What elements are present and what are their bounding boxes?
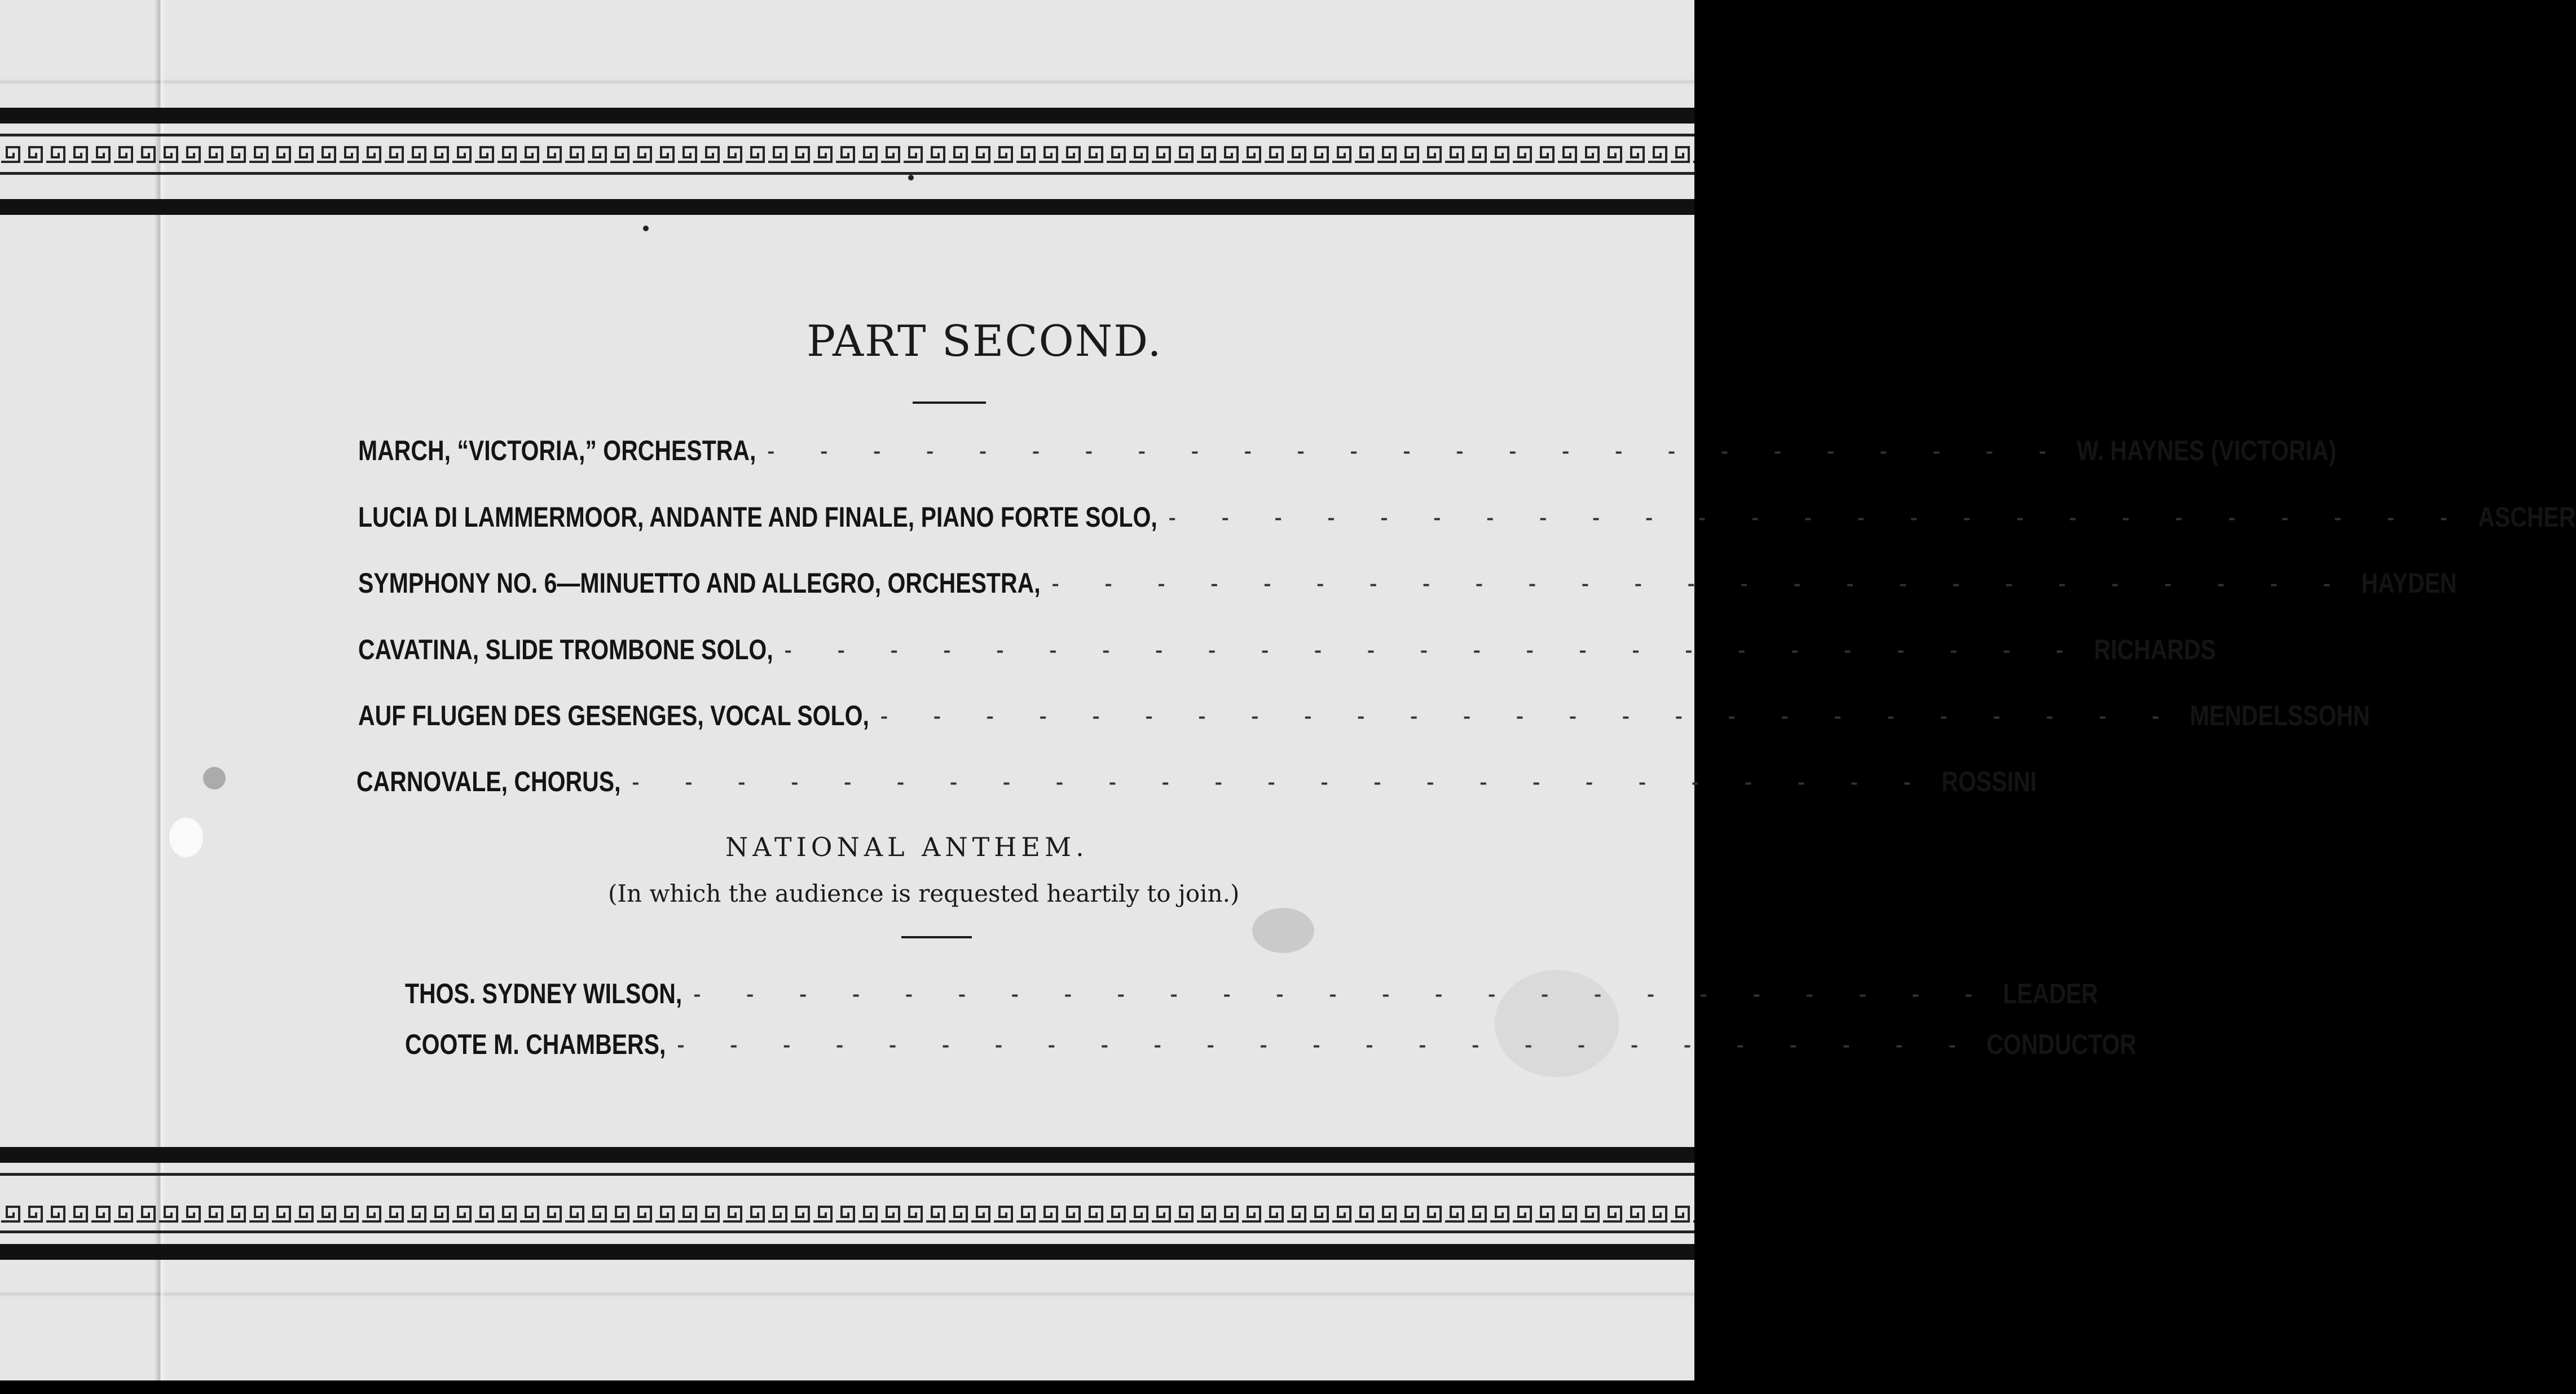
piece-title: CARNOVALE, CHORUS, xyxy=(356,766,621,797)
performer-name: COOTE M. CHAMBERS, xyxy=(405,1029,666,1060)
water-stain xyxy=(1495,970,1619,1077)
water-stain xyxy=(1252,908,1314,953)
programme-item xyxy=(356,765,2037,798)
programme-item xyxy=(358,633,2216,666)
composer-name: MENDELSSOHN xyxy=(2190,700,2370,731)
programme-item xyxy=(358,434,2337,467)
leader-dots: - - - - - - - - - - - - - - - - - - - - - - - - - xyxy=(677,1029,1976,1060)
composer-name: ROSSINI xyxy=(1941,766,2037,797)
leader-dots: - - - - - - - - - - - - - - - - - - - - - - - - - xyxy=(632,766,1931,797)
anthem-note: (In which the audience is requested heartily to join.) xyxy=(608,880,1240,907)
ink-spot xyxy=(908,175,914,180)
leader-dots: - - - - - - - - - - - - - - - - - - - - - - - - - xyxy=(880,700,2179,731)
performer-role: LEADER xyxy=(2002,978,2098,1009)
performer-role: CONDUCTOR xyxy=(1987,1029,2137,1060)
greek-key-pattern xyxy=(0,1202,1694,1225)
ink-spot xyxy=(203,767,226,789)
paper-crease xyxy=(0,79,1694,85)
anthem-underline xyxy=(901,936,972,938)
composer-name: ASCHER xyxy=(2478,501,2576,533)
page-title: PART SECOND. xyxy=(807,316,1162,366)
paper-crease xyxy=(0,1291,1694,1297)
anthem-title: NATIONAL ANTHEM. xyxy=(725,832,1089,862)
piece-title: LUCIA DI LAMMERMOOR, ANDANTE AND FINALE, PIANO FORTE SOLO, xyxy=(358,501,1157,533)
programme-item xyxy=(358,567,2457,599)
composer-name: RICHARDS xyxy=(2094,634,2216,665)
composer-name: HAYDEN xyxy=(2361,567,2457,599)
credit-line xyxy=(405,977,2098,1010)
leader-dots: - - - - - - - - - - - - - - - - - - - - - - - - - xyxy=(693,978,1992,1009)
leader-dots: - - - - - - - - - - - - - - - - - - - - - - - - - xyxy=(1051,567,2350,599)
greek-key-pattern xyxy=(0,143,1694,165)
leader-dots: - - - - - - - - - - - - - - - - - - - - - - - - - xyxy=(784,634,2083,665)
piece-title: SYMPHONY NO. 6—MINUETTO AND ALLEGRO, ORCHESTRA, xyxy=(358,567,1041,599)
bottom-greek-key-border xyxy=(0,1145,1694,1263)
programme-item xyxy=(358,501,2576,533)
paper-blemish xyxy=(169,818,203,857)
piece-title: AUF FLUGEN DES GESENGES, VOCAL SOLO, xyxy=(358,700,869,731)
ink-spot xyxy=(643,226,649,231)
title-underline xyxy=(913,402,986,404)
performer-name: THOS. SYDNEY WILSON, xyxy=(405,978,682,1009)
piece-title: CAVATINA, SLIDE TROMBONE SOLO, xyxy=(358,634,773,665)
top-greek-key-border xyxy=(0,104,1694,223)
composer-name: W. HAYNES (VICTORIA) xyxy=(2077,435,2337,466)
leader-dots: - - - - - - - - - - - - - - - - - - - - - - - - - xyxy=(1168,501,2467,533)
credit-line xyxy=(405,1028,2137,1061)
programme-item xyxy=(358,699,2370,732)
leader-dots: - - - - - - - - - - - - - - - - - - - - - - - - - xyxy=(767,435,2066,466)
piece-title: MARCH, “VICTORIA,” ORCHESTRA, xyxy=(358,435,756,466)
